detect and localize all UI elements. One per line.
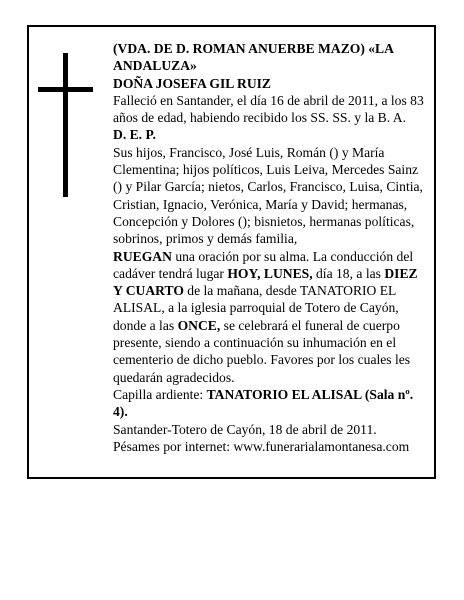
cross-icon-bar (38, 87, 93, 92)
family-list: Sus hijos, Francisco, José Luis, Román () y María Clementina; hijos políticos, Luis Leiva, Mercedes Sainz () y Pilar García; nietos, Carlos, Francisco, Luisa, Cintia, Cristian, Ignacio, Verónica, María y David; hermanas, Concepción y Dolores (); bisnietos, hermanas políticas, sobrinos, primos y demás familia, (113, 144, 423, 247)
request-text: una oración por su alma. La conducción del cadáver tendrá lugar (113, 248, 414, 281)
ceremony-details (113, 248, 425, 386)
condolences-line: Pésames por internet: www.funerarialamontanesa.com (113, 438, 410, 454)
chapel-name: TANATORIO EL ALISAL (Sala nº. 4). (113, 386, 414, 420)
time-text: de la mañana, desde TANATORIO EL ALISAL, a la iglesia parroquial de Totero de Cayón, donde a las (113, 283, 399, 333)
notice-text (113, 40, 425, 455)
death-details: Falleció en Santander, el día 16 de abril de 2011, a los 83 años de edad, habiendo recibido los SS. SS. y la B. A. (113, 92, 424, 126)
request-bold: RUEGAN (113, 248, 172, 264)
dep-line: D. E. P. (113, 127, 156, 143)
when-bold: HOY, LUNES, (227, 265, 313, 281)
once-bold: ONCE, (177, 317, 221, 333)
deceased-name: DOÑA JOSEFA GIL RUIZ (113, 75, 271, 91)
notice-header: (VDA. DE D. ROMAN ANUERBE MAZO) «LA ANDALUZA» (113, 41, 394, 74)
chapel-label: Capilla ardiente: (113, 386, 207, 402)
cross-icon (63, 53, 68, 197)
chapel-line (113, 386, 425, 421)
when-text: día 18, a las (312, 265, 385, 281)
once-text: se celebrará el funeral de cuerpo presente, siendo a continuación su inhumación en el cementerio de dicho pueblo. Favores por los cuales les quedarán agradecidos. (113, 317, 411, 385)
place-date: Santander-Totero de Cayón, 18 de abril de 2011. (113, 421, 377, 437)
time-bold: DIEZ Y CUARTO (113, 265, 418, 299)
